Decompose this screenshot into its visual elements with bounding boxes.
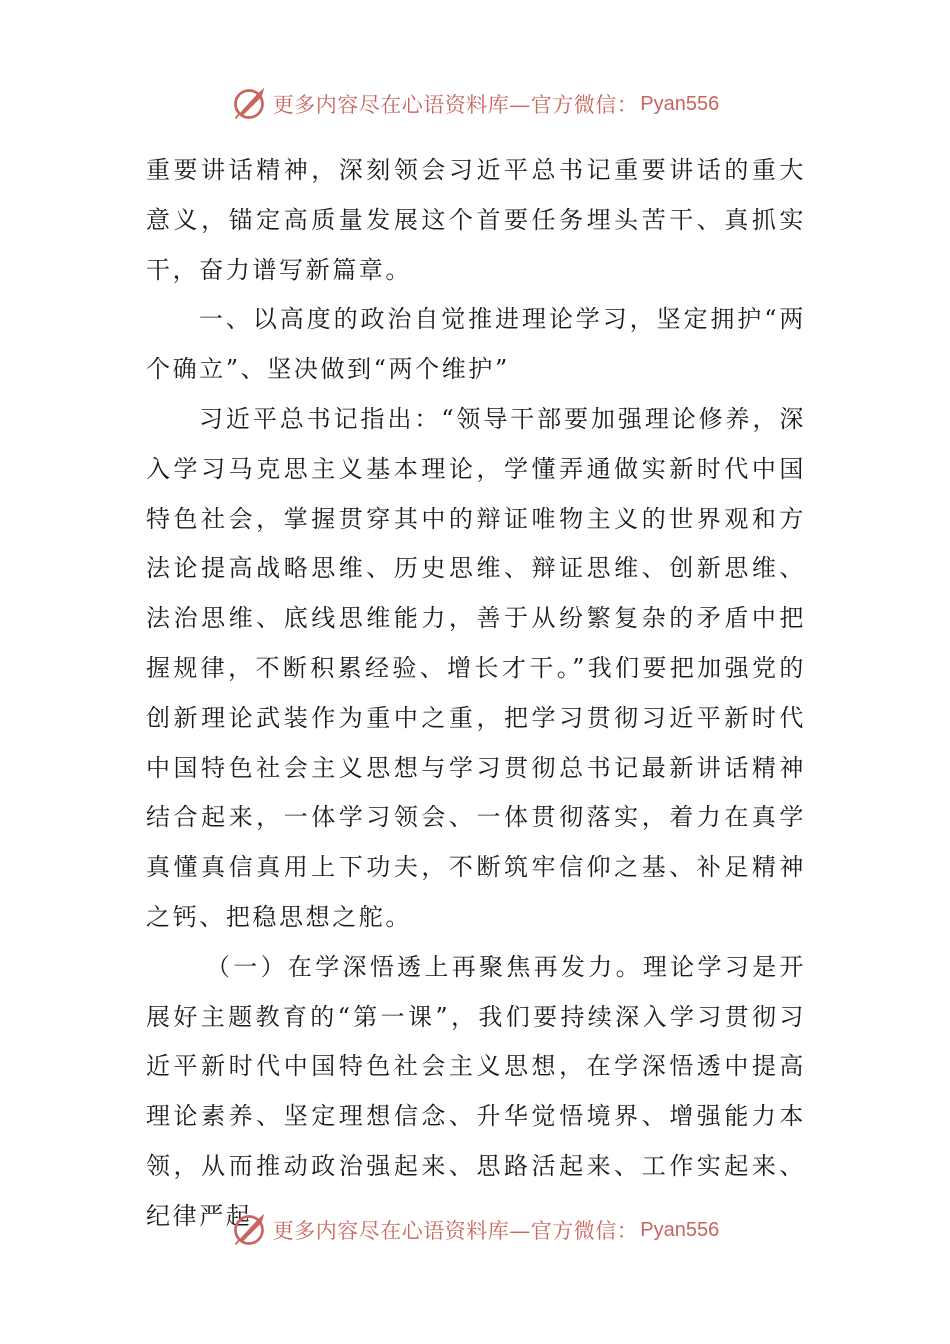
quill-pen-seal-icon <box>231 86 267 122</box>
header-watermark <box>0 82 950 126</box>
watermark-text: 更多内容尽在心语资料库—官方微信： <box>272 93 639 117</box>
document-body <box>146 146 806 1242</box>
paragraph-quote: 习近平总书记指出：“领导干部要加强理论修养，深入学习马克思主义基本理论，学懂弄通做实新时代中国特色社会，掌握贯穿其中的辩证唯物主义的世界观和方法论提高战略思维、历史思维、辩证思维、创新思维、法治思维、底线思维能力，善于从纷繁复杂的矛盾中把握规律，不断积累经验、增长才干。”我们要把加强党的创新理论武装作为重中之重，把学习贯彻习近平新时代中国特色社会主义思想与学习贯彻总书记最新讲话精神结合起来，一体学习领会、一体贯彻落实，着力在真学真懂真信真用上下功夫，不断筑牢信仰之基、补足精神之钙、把稳思想之舵。 <box>146 404 806 931</box>
watermark-wechat-id: Pyan556 <box>640 92 720 115</box>
subsection-1: （一）在学深悟透上再聚焦再发力。理论学习是开展好主题教育的“第一课”，我们要持续深入学习贯彻习近平新时代中国特色社会主义思想，在学深悟透中提高理论素养、坚定理想信念、升华觉悟境界、增强能力本领，从而推动政治强起来、思路活起来、工作实起来、纪律严起 <box>146 952 806 1230</box>
quill-pen-seal-icon <box>231 1212 267 1248</box>
section-heading-1: 一、以高度的政治自觉推进理论学习，坚定拥护“两个确立”、坚决做到“两个维护” <box>146 305 806 384</box>
watermark-wechat-id: Pyan556 <box>640 1218 720 1241</box>
paragraph-continuation: 重要讲话精神，深刻领会习近平总书记重要讲话的重大意义，锚定高质量发展这个首要任务埋头苦干、真抓实干，奋力谱写新篇章。 <box>146 156 806 284</box>
watermark-text: 更多内容尽在心语资料库—官方微信： <box>272 1219 639 1243</box>
footer-watermark <box>0 1208 950 1252</box>
